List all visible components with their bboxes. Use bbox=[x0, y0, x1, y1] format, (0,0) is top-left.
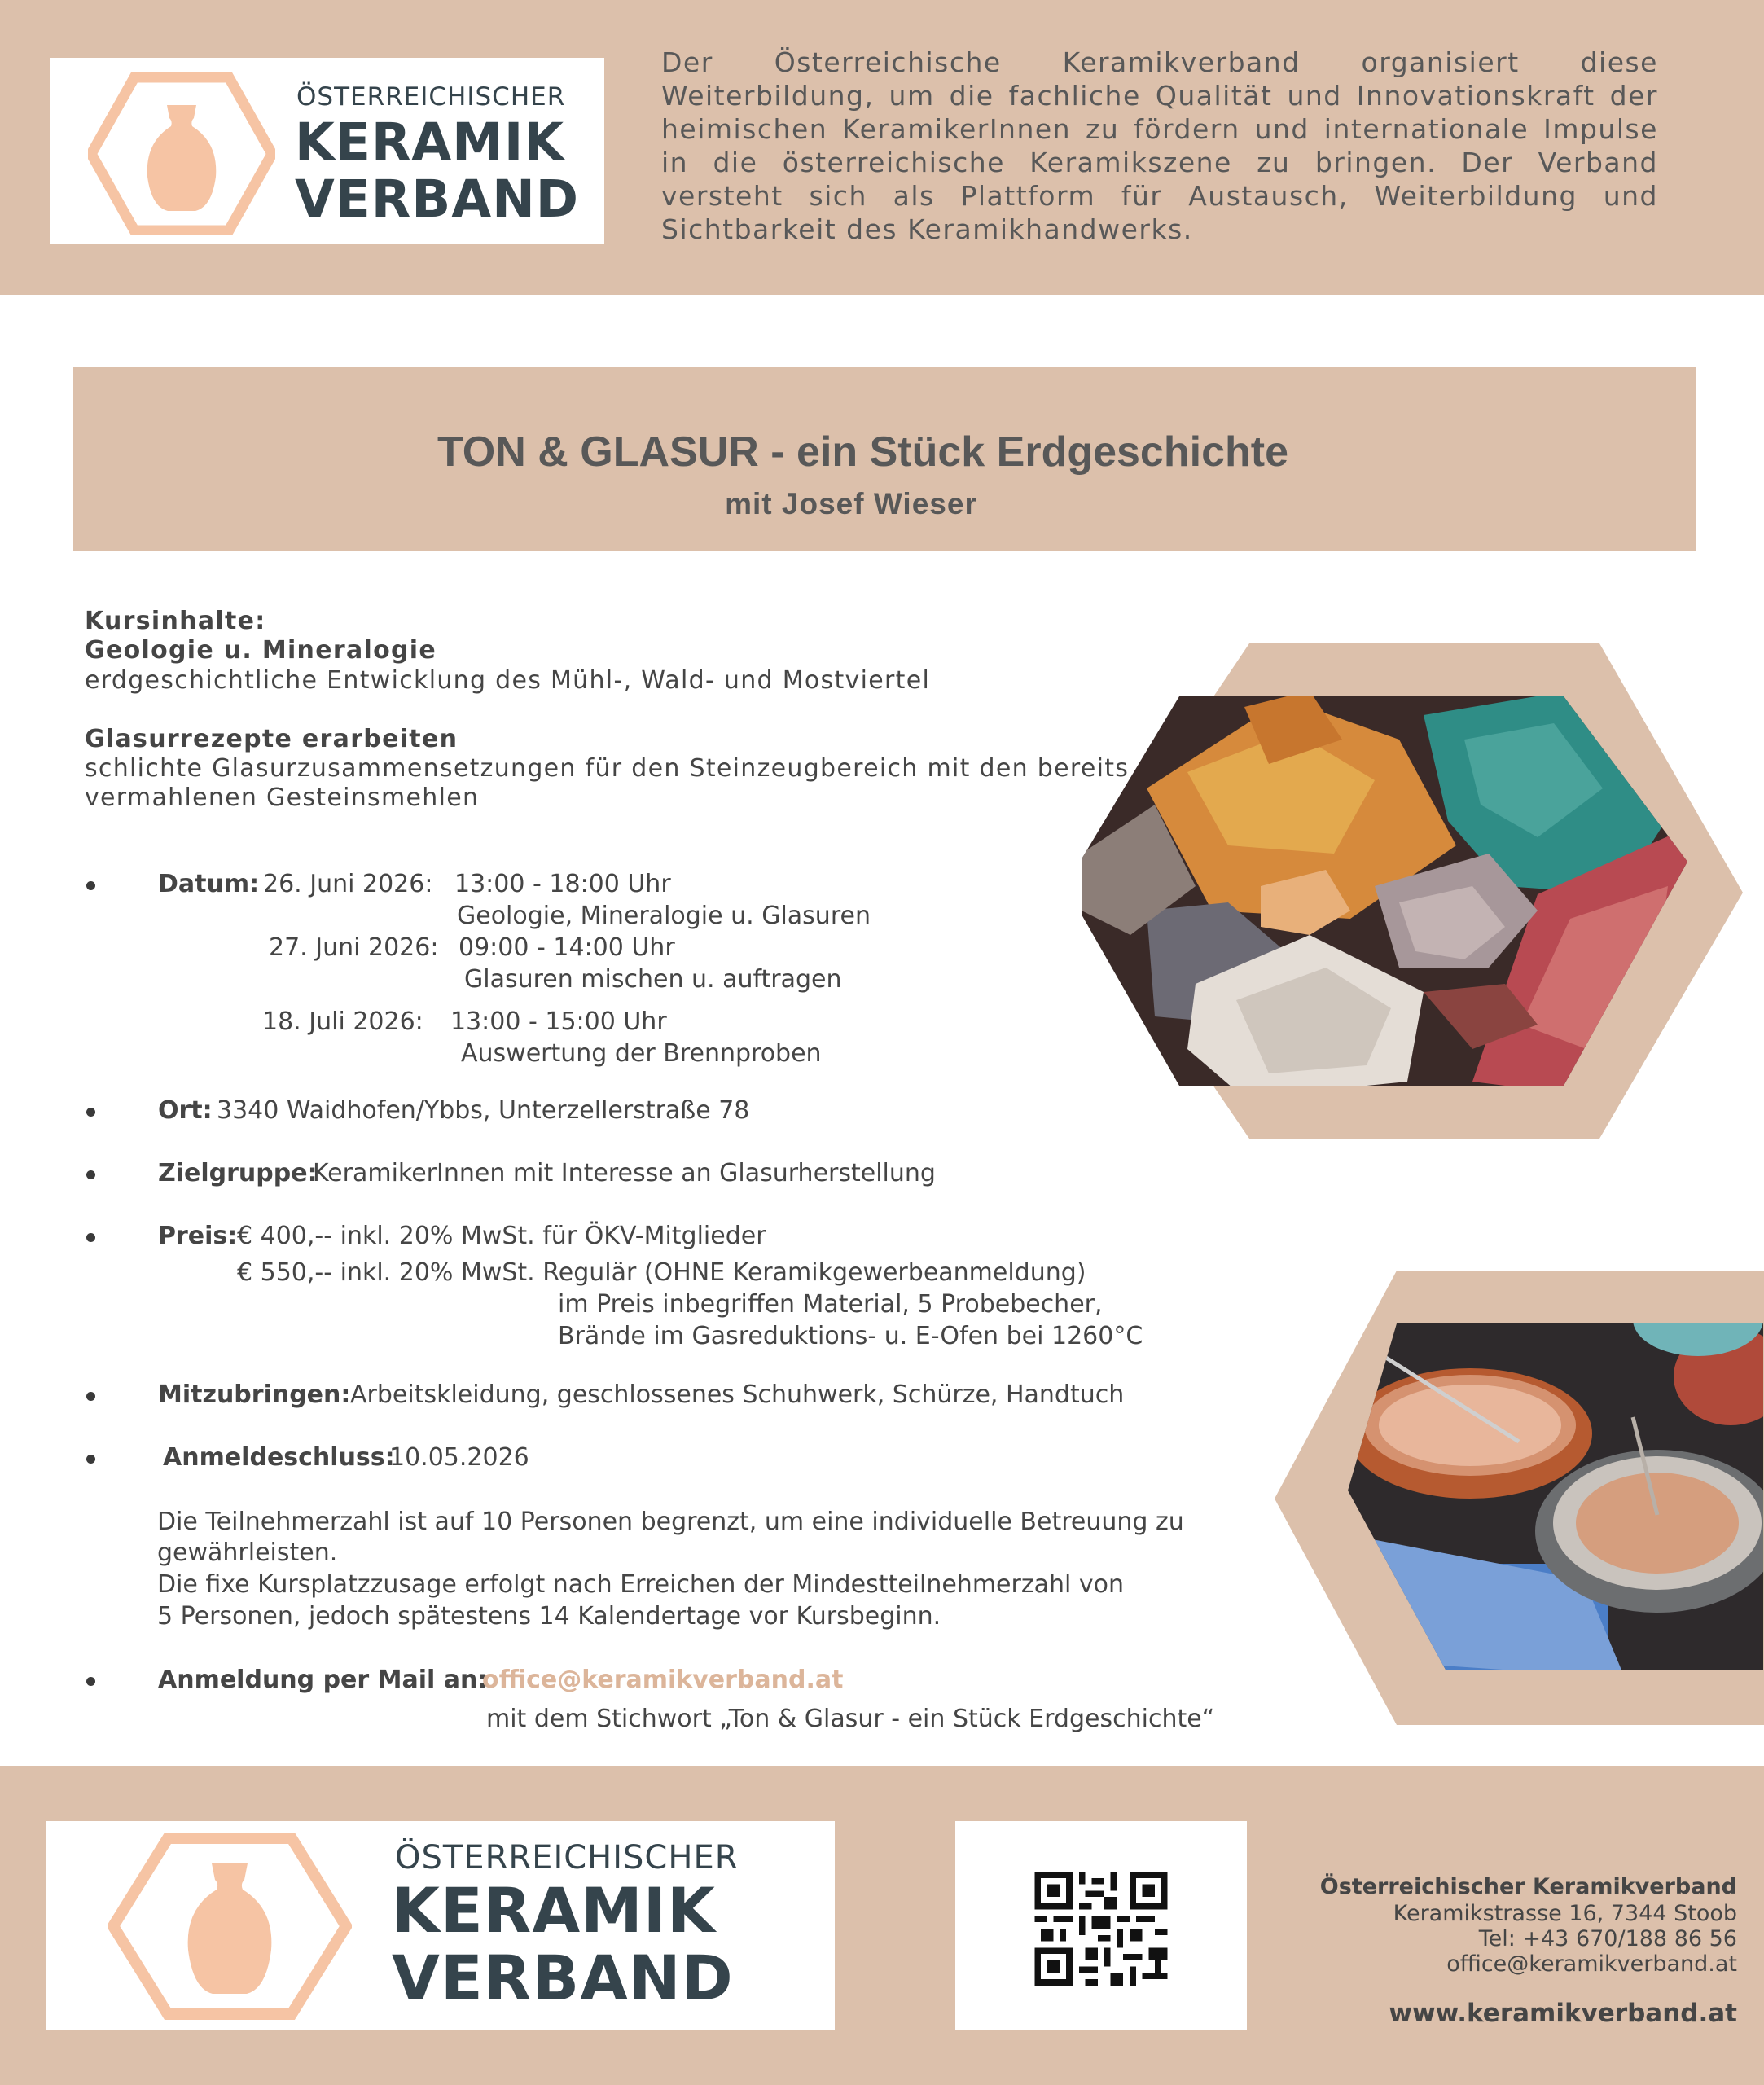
contact-street: Keramikstrasse 16, 7344 Stoob bbox=[1393, 1901, 1737, 1926]
mitbringen-value: Arbeitskleidung, geschlossenes Schuhwerk, Schürze, Handtuch bbox=[350, 1380, 1125, 1409]
preis-2: € 550,-- inkl. 20% MwSt. Regulär (OHNE Keramikgewerbeanmeldung) bbox=[237, 1258, 1086, 1287]
glaze-bowls-photo-hexagon bbox=[1275, 1271, 1764, 1727]
topic-geologie-title: Geologie u. Mineralogie bbox=[85, 636, 437, 665]
ort-value: 3340 Waidhofen/Ybbs, Unterzellerstraße 78 bbox=[217, 1096, 750, 1125]
contact-website-link[interactable]: www.keramikverband.at bbox=[1389, 1999, 1737, 2028]
time-1: 13:00 - 18:00 Uhr bbox=[454, 870, 671, 898]
logo-line-2: KERAMIK bbox=[392, 1874, 716, 1947]
footer-logo bbox=[46, 1821, 835, 2030]
rocks-photo-hexagon bbox=[1082, 642, 1749, 1139]
ort-label: Ort: bbox=[158, 1096, 213, 1125]
contents-heading: Kursinhalte: bbox=[85, 607, 266, 635]
logo-line-3: VERBAND bbox=[392, 1942, 734, 2014]
topic-glasur-text-1: schlichte Glasurzusammensetzungen für den Steinzeugbereich mit den bereits bbox=[85, 754, 1130, 783]
datum-label: Datum: bbox=[158, 870, 260, 898]
anmeldung-label: Anmeldung per Mail an: bbox=[158, 1666, 488, 1694]
note-1: Die Teilnehmerzahl ist auf 10 Personen begrenzt, um eine individuelle Betreuung zu bbox=[157, 1508, 1184, 1536]
bullet bbox=[86, 1677, 95, 1686]
zielgruppe-value: KeramikerInnen mit Interesse an Glasurherstellung bbox=[313, 1159, 936, 1187]
course-subtitle: mit Josef Wieser bbox=[725, 487, 977, 520]
anmeldeschluss-value: 10.05.2026 bbox=[389, 1443, 529, 1472]
note-3: Die fixe Kursplatzzusage erfolgt nach Erreichen der Mindestteilnehmerzahl von bbox=[157, 1570, 1124, 1599]
vase-hexagon-icon bbox=[88, 72, 275, 235]
note-4: 5 Personen, jedoch spätestens 14 Kalendertage vor Kursbeginn. bbox=[157, 1602, 941, 1631]
mitbringen-label: Mitzubringen: bbox=[158, 1380, 351, 1409]
bullet bbox=[86, 1108, 95, 1117]
bullet bbox=[86, 1455, 95, 1464]
preis-1: € 400,-- inkl. 20% MwSt. für ÖKV-Mitglieder bbox=[237, 1222, 766, 1250]
preis-4: Brände im Gasreduktions- u. E-Ofen bei 1260°C bbox=[558, 1322, 1143, 1350]
topic-geologie-text: erdgeschichtliche Entwicklung des Mühl-, Wald- und Mostviertel bbox=[85, 666, 931, 695]
date-1: 26. Juni 2026: bbox=[263, 870, 433, 898]
desc-2: Glasuren mischen u. auftragen bbox=[464, 965, 842, 994]
logo-line-3: VERBAND bbox=[295, 169, 580, 229]
bullet bbox=[86, 1392, 95, 1401]
desc-3: Auswertung der Brennproben bbox=[461, 1039, 822, 1068]
note-2: gewährleisten. bbox=[157, 1539, 338, 1567]
intro-text: Der Österreichische Keramikverband organisiert diese Weiterbildung, um die fachliche Qualität und Innovationskraft der heimischen KeramikerInnen zu fördern und internationale Impulse in die österreichische Keramikszene zu bringen. Der Verband versteht sich als Plattform für Austausch, Weiterbildung und Sichtbarkeit des Keramikhandwerks. bbox=[661, 46, 1658, 245]
contact-org: Österreichischer Keramikverband bbox=[1319, 1874, 1737, 1899]
time-2: 09:00 - 14:00 Uhr bbox=[459, 933, 675, 962]
desc-1: Geologie, Mineralogie u. Glasuren bbox=[457, 902, 871, 930]
preis-3: im Preis inbegriffen Material, 5 Probebecher, bbox=[558, 1290, 1103, 1319]
qr-code-icon bbox=[1033, 1872, 1169, 1986]
logo-line-2: KERAMIK bbox=[295, 112, 565, 172]
anmeldung-email-link[interactable]: office@keramikverband.at bbox=[482, 1666, 844, 1694]
zielgruppe-label: Zielgruppe: bbox=[158, 1159, 318, 1187]
logo-line-1: ÖSTERREICHISCHER bbox=[395, 1839, 739, 1876]
time-3: 13:00 - 15:00 Uhr bbox=[450, 1007, 667, 1036]
date-3: 18. Juli 2026: bbox=[262, 1007, 423, 1036]
topic-glasur-text-2: vermahlenen Gesteinsmehlen bbox=[85, 784, 480, 812]
logo-line-1: ÖSTERREICHISCHER bbox=[296, 82, 566, 112]
topic-glasur-title: Glasurrezepte erarbeiten bbox=[85, 725, 459, 753]
date-2: 27. Juni 2026: bbox=[269, 933, 439, 962]
anmeldeschluss-label: Anmeldeschluss: bbox=[163, 1443, 395, 1472]
stichwort-text: mit dem Stichwort „Ton & Glasur - ein Stück Erdgeschichte“ bbox=[486, 1705, 1215, 1733]
course-title: TON & GLASUR - ein Stück Erdgeschichte bbox=[437, 428, 1288, 476]
bullet bbox=[86, 1233, 95, 1242]
preis-label: Preis: bbox=[158, 1222, 238, 1250]
header-logo bbox=[50, 58, 604, 244]
contact-tel: Tel: +43 670/188 86 56 bbox=[1478, 1926, 1737, 1951]
bullet bbox=[86, 881, 95, 890]
contact-email-link[interactable]: office@keramikverband.at bbox=[1446, 1951, 1737, 1977]
title-band bbox=[73, 367, 1696, 551]
qr-code[interactable] bbox=[955, 1821, 1247, 2030]
vase-hexagon-icon bbox=[108, 1833, 352, 2020]
bullet bbox=[86, 1170, 95, 1179]
